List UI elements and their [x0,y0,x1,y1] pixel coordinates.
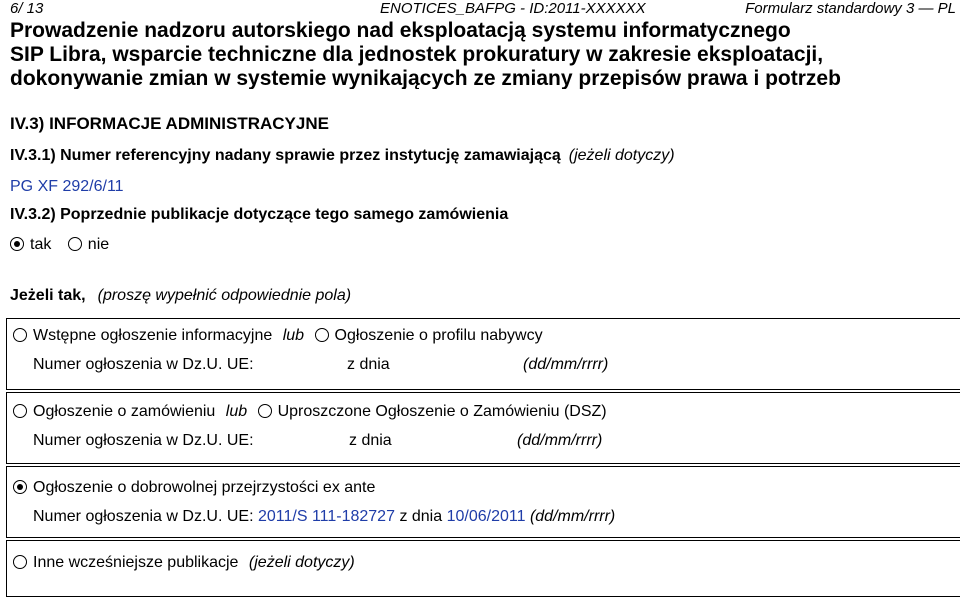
option-tak[interactable]: tak [10,236,51,253]
option-nie[interactable]: nie [68,236,109,253]
radio-checked-icon[interactable] [13,480,27,494]
contract-title [10,19,940,89]
box2-numer-row [33,432,602,450]
box4-hint: (jeżeli dotyczy) [248,554,355,571]
iv-3-2-label: IV.3.2) Poprzednie publikacje dotyczące tego samego zamówienia [10,206,509,223]
box1-option-b: Ogłoszenie o profilu nabywcy [334,327,543,344]
radio-empty-icon[interactable] [13,555,27,569]
box1-numer-row [33,356,608,374]
box4-options [13,554,355,572]
jezeli-hint: (proszę wypełnić odpowiednie pola) [97,287,352,304]
box3-z-dnia: z dnia [399,508,443,525]
reference-number: PG XF 292/6/11 [10,178,124,195]
title-line-2: SIP Libra, wsparcie techniczne dla jednostek prokuratury w zakresie eksploatacji, [10,43,824,66]
radio-empty-icon[interactable] [315,328,329,342]
jezeli-label: Jeżeli tak, [10,287,86,304]
box3-numer-row [33,508,615,526]
box3-options [13,479,375,497]
publication-box-2 [6,392,960,464]
publication-box-3 [6,466,960,538]
iv-3-1-label: IV.3.1) Numer referencyjny nadany sprawie przez instytucję zamawiającą [10,147,561,164]
title-line-1: Prowadzenie nadzoru autorskiego nad eksploatacją systemu informatycznego [10,19,791,42]
box3-numer-value: 2011/S 111-182727 [257,508,395,525]
if-yes-instruction [10,287,351,305]
section-iv-3-1 [10,147,675,165]
box3-option-a: Ogłoszenie o dobrowolnej przejrzystości ex ante [33,479,376,496]
box3-date-value: 10/06/2011 [446,508,526,525]
radio-checked-icon[interactable] [10,237,24,251]
box3-numer-label: Numer ogłoszenia w Dz.U. UE: [33,508,254,525]
page-number: 6/ 13 [10,0,44,17]
box2-option-a: Ogłoszenie o zamówieniu [33,403,216,420]
box1-lub: lub [282,327,305,344]
title-clip [0,89,960,103]
box2-lub: lub [225,403,248,420]
iv-3-1-hint: (jeżeli dotyczy) [568,147,675,164]
radio-empty-icon[interactable] [258,404,272,418]
title-line-3: dokonywanie zmian w systemie wynikających ze zmiany przepisów prawa i potrzeb [10,67,841,89]
box1-numer-label: Numer ogłoszenia w Dz.U. UE: [33,356,254,373]
box2-z-dnia: z dnia [349,432,392,449]
section-title: IV.3) INFORMACJE ADMINISTRACYJNE [10,114,329,133]
publication-box-1 [6,318,960,390]
box2-options [13,403,607,421]
notice-id: ENOTICES_BAFPG - ID:2011-XXXXXX [380,0,646,17]
box1-z-dnia: z dnia [347,356,390,373]
page-header [10,0,956,20]
box1-options [13,327,543,345]
radio-empty-icon[interactable] [13,328,27,342]
box2-option-b: Uproszczone Ogłoszenie o Zamówieniu (DSZ) [277,403,607,420]
box1-option-a: Wstępne ogłoszenie informacyjne [33,327,273,344]
box2-date-format: (dd/mm/rrrr) [517,432,603,449]
publication-box-4 [6,540,960,597]
box4-option-a: Inne wcześniejsze publikacje [33,554,239,571]
box3-date-format: (dd/mm/rrrr) [529,508,616,525]
box2-numer-label: Numer ogłoszenia w Dz.U. UE: [33,432,254,449]
previous-publications-choice [10,236,121,254]
radio-empty-icon[interactable] [13,404,27,418]
radio-empty-icon[interactable] [68,237,82,251]
box1-date-format: (dd/mm/rrrr) [523,356,609,373]
form-name: Formularz standardowy 3 — PL [745,0,956,17]
